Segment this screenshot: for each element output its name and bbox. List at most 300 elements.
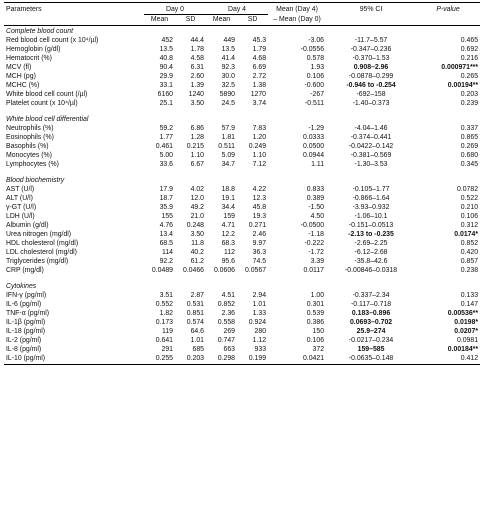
section-title: White blood cell differential (6, 116, 89, 123)
mean-diff-cell: 0.0117 (303, 267, 325, 274)
table-row (4, 248, 480, 257)
mean-diff-cell: 1.11 (311, 161, 325, 168)
sd-day4-cell: 1.12 (252, 337, 267, 344)
ci-cell: -0.370–1.53 (352, 55, 390, 62)
sd-day4-cell: 4.68 (252, 55, 267, 62)
sd-day0-cell: 49.2 (190, 204, 205, 211)
ci-cell: -0.00846–0.0318 (344, 267, 398, 274)
ci-cell: 0.908–2.96 (353, 64, 389, 71)
sd-day4-cell: 2.46 (252, 231, 267, 238)
mean-diff-cell: -0.0500 (300, 222, 325, 229)
mean-day0-cell: 452 (161, 37, 173, 44)
param-cell: MCV (fl) (6, 64, 32, 71)
ci-cell: -2.69–2.25 (354, 240, 388, 247)
param-cell: ALT (U/l) (6, 195, 33, 202)
mean-day4-cell: 12.2 (221, 231, 236, 238)
param-cell: MCHC (%) (6, 82, 40, 89)
sd-day4-cell: 4.22 (252, 186, 267, 193)
sd-day4-cell: 1.01 (252, 301, 267, 308)
mean-diff-cell: -0.600 (304, 82, 325, 89)
header-blank (4, 15, 144, 26)
mean-day4-cell: 449 (223, 37, 236, 44)
section-header-row (4, 175, 480, 185)
mean-diff-cell: -3.06 (308, 37, 325, 44)
p-value-cell: 0.0174* (454, 231, 479, 238)
header-day0: Day 0 (144, 3, 206, 15)
mean-day0-cell: 0.552 (155, 301, 173, 308)
sd-day0-cell: 4.58 (190, 55, 205, 62)
p-value-cell: 0.0198* (454, 319, 479, 326)
mean-day0-cell: 3.51 (159, 292, 173, 299)
mean-diff-cell: 4.50 (310, 213, 325, 220)
mean-day0-cell: 90.4 (159, 64, 173, 71)
sd-day4-cell: 19.3 (252, 213, 267, 220)
param-cell: Hemoglobin (g/dl) (6, 46, 61, 53)
mean-day0-cell: 291 (161, 346, 173, 353)
param-cell: IL-1β (pg/ml) (6, 319, 46, 326)
mean-day4-cell: 30.0 (221, 73, 236, 80)
sd-day0-cell: 6.31 (190, 64, 205, 71)
sd-day0-cell: 21.0 (190, 213, 205, 220)
p-value-cell: 0.265 (460, 73, 479, 80)
sd-day0-cell: 12.0 (190, 195, 205, 202)
param-cell: IL-10 (pg/ml) (4, 354, 144, 365)
mean-diff-cell: -1.72 (308, 249, 325, 256)
table-row (4, 239, 480, 248)
mean-day4-cell: 269 (223, 328, 236, 335)
mean-day4-cell: 663 (223, 346, 236, 353)
p-value-cell: 0.522 (460, 195, 479, 202)
sd-day0-cell: 44.4 (190, 37, 205, 44)
p-value-cell: 0.106 (460, 213, 479, 220)
table-row (4, 257, 480, 266)
param-cell: MCH (pg) (6, 73, 36, 80)
header-row-top (4, 3, 480, 15)
ci-cell: -6.12–2.68 (354, 249, 388, 256)
table-row (4, 45, 480, 54)
mean-day0-cell: 1.82 (159, 310, 173, 317)
ci-cell: -0.0878–0.299 (348, 73, 394, 80)
mean-day4-cell: 0.0606 (213, 267, 236, 274)
mean-day4-cell: 4.71 (221, 222, 236, 229)
sd-day0-cell: 11.8 (191, 240, 205, 247)
ci-cell: -692–158 (356, 91, 386, 98)
sd-day4-cell: 1.38 (252, 82, 267, 89)
mean-day4-cell: 34.7 (221, 161, 236, 168)
table-row (4, 354, 480, 365)
mean-diff-cell: 0.0421 (268, 354, 326, 365)
param-cell: Basophils (%) (6, 143, 49, 150)
table-row (4, 203, 480, 212)
mean-diff-cell: 372 (312, 346, 325, 353)
header-ci: 95% CI (326, 3, 416, 15)
mean-day0-cell: 155 (161, 213, 173, 220)
ci-cell: -4.04–1.46 (354, 125, 388, 132)
mean-diff-cell: -0.511 (305, 100, 325, 107)
mean-diff-cell: 0.0944 (302, 152, 325, 159)
mean-diff-cell: -0.0556 (300, 46, 325, 53)
sd-day4-cell: 1.79 (252, 46, 267, 53)
table-row (4, 300, 480, 309)
sd-day4-cell: 7.12 (252, 161, 267, 168)
results-table (4, 2, 480, 365)
ci-cell: -0.105–1.77 (352, 186, 390, 193)
mean-day4-cell: 95.6 (221, 258, 236, 265)
mean-diff-cell: -1.50 (308, 204, 325, 211)
table-row (4, 36, 480, 45)
ci-cell: -0.374–0.441 (350, 134, 392, 141)
header-blank (326, 15, 416, 26)
sd-day4-cell: 280 (254, 328, 267, 335)
mean-day4-cell: 19.1 (221, 195, 236, 202)
section-header-row (4, 281, 480, 291)
sd-day0-cell: 685 (192, 346, 205, 353)
mean-day4-cell: 92.3 (221, 64, 236, 71)
ci-cell: -0.0422–0.142 (348, 143, 394, 150)
ci-cell: -0.381–0.569 (350, 152, 392, 159)
table-row (4, 72, 480, 81)
mean-day0-cell: 0.641 (155, 337, 173, 344)
sd-day0-cell: 0.574 (186, 319, 205, 326)
table-row (4, 54, 480, 63)
param-cell: Eosinophils (%) (6, 134, 54, 141)
sd-day0-cell: 4.02 (190, 186, 205, 193)
param-cell: Albumin (g/dl) (6, 222, 49, 229)
mean-day0-cell: 13.4 (159, 231, 173, 238)
param-cell: Hematocrit (%) (6, 55, 52, 62)
sd-day4-cell: 933 (254, 346, 267, 353)
p-value-cell: 0.412 (416, 354, 480, 365)
mean-diff-cell: 0.106 (306, 337, 325, 344)
mean-day4-cell: 2.36 (221, 310, 236, 317)
ci-cell: -0.866–1.64 (352, 195, 390, 202)
mean-day0-cell: 59.2 (159, 125, 173, 132)
sd-day0-cell: 0.0466 (182, 267, 205, 274)
p-value-cell: 0.0782 (456, 186, 479, 193)
table-row (4, 81, 480, 90)
ci-cell: -1.06–10.1 (354, 213, 388, 220)
mean-day4-cell: 0.558 (217, 319, 236, 326)
param-cell: Neutrophils (%) (6, 125, 54, 132)
sd-day4-cell: 0.0567 (244, 267, 267, 274)
sd-day4-cell: 7.83 (252, 125, 267, 132)
sd-day4-cell: 0.271 (248, 222, 267, 229)
mean-diff-cell: 150 (312, 328, 325, 335)
mean-day4-cell: 57.9 (221, 125, 236, 132)
header-diff-line2: – Mean (Day 0) (268, 15, 326, 26)
param-cell: Red blood cell count (x 10⁴/µl) (6, 37, 99, 44)
table-row (4, 151, 480, 160)
sd-day0-cell: 1240 (188, 91, 205, 98)
mean-day4-cell: 41.4 (221, 55, 236, 62)
mean-diff-cell: 0.389 (306, 195, 325, 202)
table-row (4, 90, 480, 99)
p-value-cell: 0.203 (460, 91, 479, 98)
mean-diff-cell: 0.301 (306, 301, 325, 308)
section-title: Blood biochemistry (6, 177, 65, 184)
sd-day4-cell: 45.8 (252, 204, 267, 211)
param-cell: IL-6 (pg/ml) (6, 301, 42, 308)
param-cell: IL-18 (pg/ml) (6, 328, 46, 335)
p-value-cell: 0.692 (460, 46, 479, 53)
mean-day4-cell: 34.4 (221, 204, 236, 211)
mean-day4-cell: 68.3 (221, 240, 236, 247)
mean-day4-cell: 13.5 (221, 46, 236, 53)
mean-diff-cell: 0.0500 (302, 143, 325, 150)
param-cell: Lymphocytes (%) (6, 161, 59, 168)
table-row (4, 266, 480, 275)
ci-cell: -0.117–0.718 (350, 301, 392, 308)
ci-cell: -0.946 to -0.254 (346, 82, 396, 89)
section-title: Cytokines (6, 283, 37, 290)
sd-day4-cell: 12.3 (252, 195, 267, 202)
sd-day4-cell: 1270 (250, 91, 267, 98)
ci-cell: 25.9–274 (356, 328, 386, 335)
p-value-cell: 0.239 (460, 100, 479, 107)
p-value-cell: 0.337 (460, 125, 479, 132)
p-value-cell: 0.345 (460, 161, 479, 168)
mean-day0-cell: 33.6 (159, 161, 173, 168)
mean-day0-cell: 0.461 (155, 143, 173, 150)
mean-day0-cell: 1.77 (159, 134, 173, 141)
table-row (4, 230, 480, 239)
mean-diff-cell: -1.29 (308, 125, 325, 132)
ci-cell: -0.347–0.236 (350, 46, 392, 53)
sd-day0-cell: 61.2 (190, 258, 205, 265)
param-cell: IFN-γ (pg/ml) (6, 292, 47, 299)
mean-day0-cell: 0.173 (155, 319, 173, 326)
mean-diff-cell: 1.93 (310, 64, 325, 71)
table-row (4, 345, 480, 354)
mean-diff-cell: 0.833 (306, 186, 325, 193)
p-value-cell: 0.133 (460, 292, 479, 299)
p-value-cell: 0.465 (460, 37, 479, 44)
table-row (4, 327, 480, 336)
mean-day0-cell: 4.76 (159, 222, 173, 229)
sd-day0-cell: 3.50 (190, 100, 205, 107)
ci-cell: -3.93–0.932 (352, 204, 390, 211)
table-row (4, 221, 480, 230)
sd-day4-cell: 74.5 (252, 258, 267, 265)
table-row (4, 185, 480, 194)
table-row (4, 160, 480, 169)
mean-diff-cell: 0.578 (306, 55, 325, 62)
p-value-cell: 0.0207* (454, 328, 479, 335)
section-header-row (4, 26, 480, 37)
table-row (4, 318, 480, 327)
header-pvalue: P-value (416, 3, 480, 15)
sd-day0-cell: 6.86 (190, 125, 205, 132)
table-row (4, 309, 480, 318)
table-row (4, 133, 480, 142)
p-value-cell: 0.852 (460, 240, 479, 247)
sd-day4-cell: 0.249 (248, 143, 267, 150)
p-value-cell: 0.857 (460, 258, 479, 265)
param-cell: TNF-α (pg/ml) (6, 310, 50, 317)
p-value-cell: 0.312 (460, 222, 479, 229)
mean-day4-cell: 0.298 (206, 354, 237, 365)
header-parameters: Parameters (4, 3, 144, 15)
ci-cell: -0.0635–0.148 (326, 354, 416, 365)
mean-day4-cell: 5.09 (221, 152, 236, 159)
p-value-cell: 0.269 (460, 143, 479, 150)
param-cell: γ-GT (U/l) (6, 204, 37, 211)
header-sd-day4: SD (237, 15, 268, 26)
mean-day0-cell: 119 (162, 328, 173, 335)
sd-day0-cell: 1.10 (190, 152, 205, 159)
mean-day0-cell: 5.00 (159, 152, 173, 159)
mean-day4-cell: 4.51 (221, 292, 236, 299)
mean-day0-cell: 33.1 (159, 82, 173, 89)
table-row (4, 99, 480, 108)
mean-day4-cell: 1.81 (221, 134, 236, 141)
p-value-cell: 0.000971*** (441, 64, 479, 71)
p-value-cell: 0.0981 (456, 337, 479, 344)
param-cell: White blood cell count (/µl) (6, 91, 88, 98)
mean-day0-cell: 0.255 (144, 354, 175, 365)
sd-day0-cell: 0.215 (186, 143, 205, 150)
mean-diff-cell: 0.539 (306, 310, 325, 317)
mean-day4-cell: 112 (224, 249, 236, 256)
sd-day0-cell: 1.78 (190, 46, 205, 53)
mean-day0-cell: 40.8 (159, 55, 173, 62)
sd-day4-cell: 1.20 (252, 134, 267, 141)
mean-day0-cell: 114 (162, 249, 173, 256)
mean-day4-cell: 5890 (219, 91, 236, 98)
table-row (4, 194, 480, 203)
ci-cell: -0.0217–0.234 (348, 337, 394, 344)
ci-cell: -35.8–42.6 (354, 258, 388, 265)
ci-cell: -11.7–5.57 (354, 37, 388, 44)
sd-day4-cell: 3.74 (252, 100, 267, 107)
mean-day4-cell: 0.511 (218, 143, 236, 150)
ci-cell: -1.30–3.53 (354, 161, 388, 168)
mean-day0-cell: 6160 (157, 91, 173, 98)
mean-day0-cell: 68.5 (159, 240, 173, 247)
sd-day4-cell: 1.10 (252, 152, 267, 159)
table-row (4, 124, 480, 133)
param-cell: LDL cholesterol (mg/dl) (6, 249, 77, 256)
mean-diff-cell: 0.106 (306, 73, 325, 80)
param-cell: Platelet count (x 10⁴/µl) (6, 100, 78, 107)
p-value-cell: 0.865 (460, 134, 479, 141)
mean-day0-cell: 13.5 (159, 46, 173, 53)
param-cell: CRP (mg/dl) (6, 267, 44, 274)
header-day4: Day 4 (206, 3, 268, 15)
mean-day0-cell: 35.9 (159, 204, 173, 211)
mean-day0-cell: 29.9 (159, 73, 173, 80)
table-row (4, 291, 480, 300)
param-cell: HDL cholesterol (mg/dl) (6, 240, 79, 247)
table-row (4, 142, 480, 151)
ci-cell: -0.337–2.34 (352, 292, 390, 299)
sd-day0-cell: 3.50 (190, 231, 205, 238)
mean-day4-cell: 159 (223, 213, 236, 220)
ci-cell: 0.0693–0.702 (349, 319, 393, 326)
param-cell: Monocytes (%) (6, 152, 52, 159)
mean-day4-cell: 0.852 (217, 301, 236, 308)
ci-cell: -0.151–0.0513 (348, 222, 394, 229)
sd-day4-cell: 1.33 (252, 310, 267, 317)
p-value-cell: 0.216 (460, 55, 479, 62)
mean-diff-cell: 0.386 (306, 319, 325, 326)
p-value-cell: 0.147 (460, 301, 479, 308)
param-cell: IL-8 (pg/ml) (6, 346, 42, 353)
ci-cell: 0.183–0.896 (351, 310, 391, 317)
section-title: Complete blood count (6, 28, 74, 35)
sd-day4-cell: 6.69 (252, 64, 267, 71)
p-value-cell: 0.238 (460, 267, 479, 274)
header-row-bottom (4, 15, 480, 26)
mean-day0-cell: 17.9 (159, 186, 173, 193)
mean-diff-cell: 1.00 (310, 292, 325, 299)
sd-day0-cell: 0.851 (186, 310, 205, 317)
mean-day0-cell: 92.2 (159, 258, 173, 265)
header-mean-day0: Mean (144, 15, 175, 26)
mean-day0-cell: 25.1 (159, 100, 173, 107)
sd-day0-cell: 1.01 (190, 337, 205, 344)
p-value-cell: 0.00194** (447, 82, 479, 89)
header-mean-day4: Mean (206, 15, 237, 26)
mean-diff-cell: 3.39 (310, 258, 325, 265)
sd-day0-cell: 40.2 (190, 249, 205, 256)
param-cell: Triglycerides (mg/dl) (6, 258, 69, 265)
param-cell: AST (U/l) (6, 186, 35, 193)
sd-day4-cell: 36.3 (252, 249, 267, 256)
sd-day4-cell: 9.97 (252, 240, 267, 247)
mean-diff-cell: -1.18 (308, 231, 325, 238)
mean-day0-cell: 0.0489 (151, 267, 173, 274)
table-row (4, 212, 480, 221)
p-value-cell: 0.420 (460, 249, 479, 256)
p-value-cell: 0.00184** (447, 346, 479, 353)
table-body (4, 26, 480, 365)
sd-day0-cell: 2.87 (190, 292, 205, 299)
mean-day0-cell: 18.7 (159, 195, 173, 202)
mean-diff-cell: 0.0333 (302, 134, 325, 141)
sd-day0-cell: 64.6 (190, 328, 205, 335)
sd-day4-cell: 45.3 (252, 37, 267, 44)
sd-day0-cell: 2.60 (190, 73, 205, 80)
mean-day4-cell: 32.5 (221, 82, 236, 89)
section-header-row (4, 114, 480, 124)
header-sd-day0: SD (175, 15, 206, 26)
mean-diff-cell: -0.222 (304, 240, 325, 247)
param-cell: Urea nitrogen (mg/dl) (6, 231, 72, 238)
sd-day0-cell: 0.248 (186, 222, 205, 229)
table-row (4, 336, 480, 345)
sd-day0-cell: 6.67 (190, 161, 205, 168)
sd-day4-cell: 0.199 (237, 354, 268, 365)
header-diff-line1: Mean (Day 4) (268, 3, 326, 15)
p-value-cell: 0.00536** (447, 310, 479, 317)
header-blank (416, 15, 480, 26)
mean-day4-cell: 24.5 (221, 100, 236, 107)
sd-day0-cell: 1.39 (190, 82, 205, 89)
p-value-cell: 0.680 (460, 152, 479, 159)
ci-cell: -2.13 to -0.235 (348, 231, 394, 238)
ci-cell: -1.40–0.373 (352, 100, 390, 107)
table-row (4, 63, 480, 72)
sd-day0-cell: 0.531 (186, 301, 205, 308)
param-cell: LDH (U/l) (6, 213, 35, 220)
mean-day4-cell: 18.8 (221, 186, 236, 193)
sd-day4-cell: 0.924 (248, 319, 267, 326)
sd-day4-cell: 2.72 (252, 73, 267, 80)
sd-day0-cell: 1.28 (190, 134, 205, 141)
sd-day0-cell: 0.203 (175, 354, 206, 365)
param-cell: IL-2 (pg/ml) (6, 337, 42, 344)
